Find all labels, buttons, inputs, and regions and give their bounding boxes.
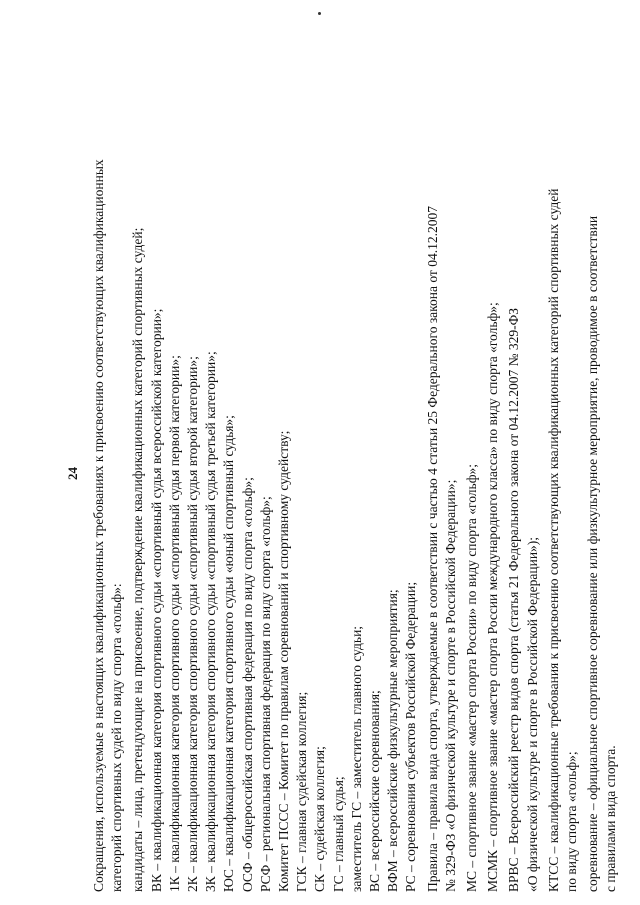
scan-speck — [318, 12, 321, 15]
abbreviations-list — [90, 62, 621, 892]
page-number: 24 — [65, 467, 80, 480]
rotated-content — [60, 60, 620, 900]
text-line: 3К – квалификационная категория спортивного судьи «спортивный судья третьей категории»; — [203, 351, 219, 892]
text-line: Сокращения, используемые в настоящих квалификационных требованиях к присвоению соответствующих квалификационных — [91, 159, 106, 892]
text-line: МС – спортивное звание «мастер спорта России» по виду спорта «гольф»; — [464, 464, 480, 892]
text-line: «О физической культуре и спорте в Российской Федерации»); — [524, 536, 540, 892]
text-line: СК – судейская коллегия; — [312, 746, 328, 892]
text-line: соревнование – официальное спортивное соревнование или физкультурное мероприятие, проводимое в соответствии — [585, 215, 601, 892]
text-line: № 329-ФЗ «О физической культуре и спорте в Российской Федерации»; — [442, 479, 458, 892]
text-line: РС – соревнования субъектов Российской Федерации; — [403, 581, 419, 892]
text-line: ЮС – квалификационная категория спортивного судьи «юный спортивный судья»; — [221, 415, 237, 892]
text-line: Комитет ПССС – Комитет по правилам соревнований и спортивному судейству; — [276, 430, 292, 892]
text-line: ВК – квалификационная категория спортивного судьи «спортивный судья всероссийской категории»; — [148, 308, 164, 892]
text-line: кандидаты – лица, претендующие на присвоение, подтверждение квалификационных категорий спортивных судей; — [130, 227, 146, 892]
text-line: ГСК – главная судейская коллегия; — [294, 691, 310, 892]
text-line: 2К – квалификационная категория спортивного судьи «спортивный судья второй категории»; — [185, 356, 201, 892]
text-line: по виду спорта «гольф»; — [564, 751, 580, 892]
text-line: категорий спортивных судей по виду спорта «гольф»: — [109, 583, 125, 892]
text-line: ВРВС – Всероссийский реестр видов спорта (статья 21 Федерального закона от 04.12.2007 № 329-ФЗ — [506, 307, 522, 892]
text-line: ОСФ – общероссийская спортивная федерация по виду спорта «гольф»; — [239, 477, 255, 892]
text-line: ВФМ – всероссийские физкультурные мероприятия; — [385, 589, 401, 892]
text-line: Правила – правила вида спорта, утверждаемые в соответствии с частью 4 статьи 25 Федерального закона от 04.12.2007 — [424, 206, 440, 892]
text-line: КТСС – квалификационные требования к присвоению соответствующих квалификационных категорий спортивных судей — [545, 188, 561, 892]
text-line: МСМК – спортивное звание «мастер спорта России международного класса» по виду спорта «гольф»; — [485, 302, 501, 892]
text-line: ВС – всероссийские соревнования; — [367, 690, 383, 892]
text-line: заместитель ГС – заместитель главного судьи; — [348, 625, 364, 892]
text-line: ГС – главный судья; — [330, 776, 346, 892]
text-line: 1К – квалификационная категория спортивного судьи «спортивный судья первой категории»; — [166, 355, 182, 892]
text-line: РСФ – региональная спортивная федерация по виду спорта «гольф»; — [257, 496, 273, 892]
text-line: с правилами вида спорта. — [603, 745, 619, 892]
